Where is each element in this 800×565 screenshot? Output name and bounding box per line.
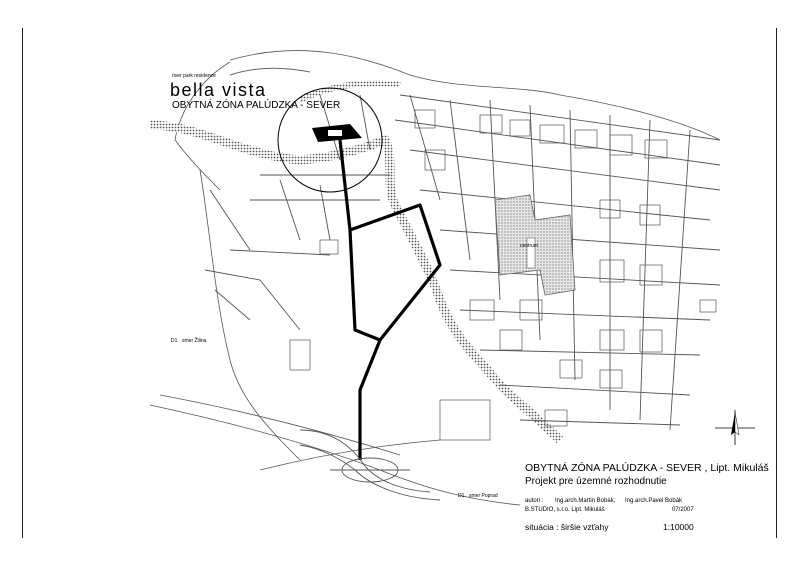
project-title: OBYTNÁ ZÓNA PALÚDZKA - SEVER , Lipt. Mikuláš bbox=[525, 462, 769, 474]
map-subtitle: OBYTNÁ ZÓNA PALÚDZKA - SEVER bbox=[172, 100, 341, 111]
drawing-date: 07/2007 bbox=[672, 507, 694, 513]
d1-poprad-code: D1 bbox=[458, 493, 465, 499]
drawing-name: situácia : širšie vzťahy bbox=[525, 522, 609, 532]
city-center-zone bbox=[495, 195, 575, 295]
authors-label: autori : bbox=[525, 498, 544, 504]
d1-zilina-code: D1 bbox=[171, 338, 178, 344]
street-grid bbox=[205, 95, 720, 430]
project-phase: Projekt pre územné rozhodnutie bbox=[525, 476, 667, 487]
drawing-scale: 1:10000 bbox=[663, 522, 694, 532]
center-label: centrum bbox=[520, 243, 539, 249]
d1-poprad-direction: smer Poprad bbox=[469, 493, 498, 499]
brand-name: bella vista bbox=[170, 80, 267, 100]
d1-zilina-direction: smer Žilina bbox=[182, 338, 207, 344]
studio-name: B.STUDIO, s.r.o. Lipt. Mikuláš bbox=[525, 507, 605, 513]
north-arrow-icon bbox=[715, 410, 755, 445]
author-2: Ing.arch.Pavel Bobák bbox=[625, 498, 683, 504]
author-1: Ing.arch.Martin Bobák, bbox=[555, 498, 616, 504]
highway-interchange bbox=[300, 430, 440, 500]
brand-tagline: river park residence bbox=[172, 73, 216, 79]
